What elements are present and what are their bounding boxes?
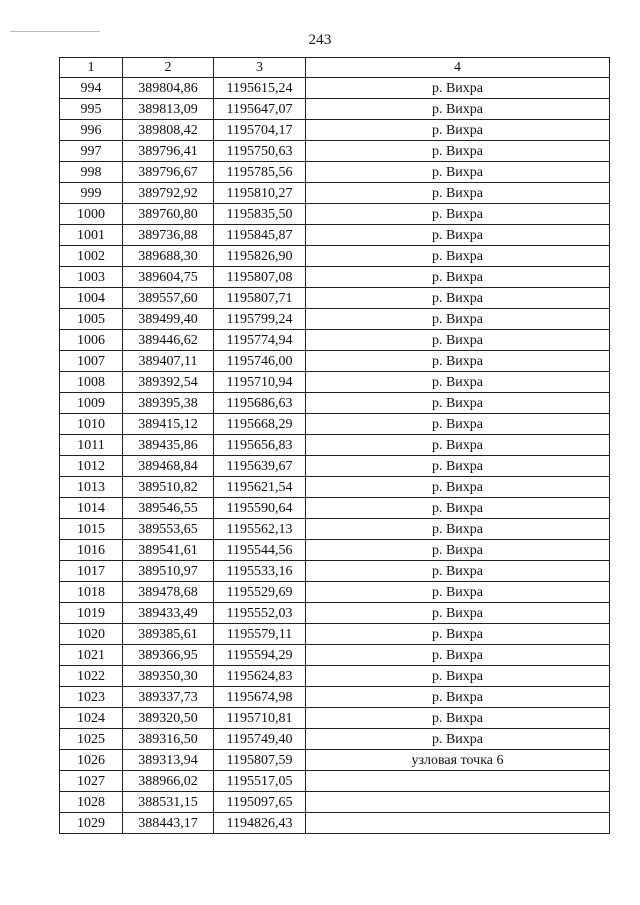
x-coordinate-cell: 389415,12: [123, 414, 214, 435]
description-cell: р. Вихра: [306, 414, 610, 435]
description-cell: р. Вихра: [306, 624, 610, 645]
description-cell: [306, 771, 610, 792]
y-coordinate-cell: 1195686,63: [214, 393, 306, 414]
point-number-cell: 1019: [60, 603, 123, 624]
table-row: [60, 813, 610, 834]
y-coordinate-cell: 1195835,50: [214, 204, 306, 225]
point-number-cell: 998: [60, 162, 123, 183]
table-row: [60, 456, 610, 477]
table-row: [60, 330, 610, 351]
y-coordinate-cell: 1195639,67: [214, 456, 306, 477]
x-coordinate-cell: 389736,88: [123, 225, 214, 246]
table-row: [60, 603, 610, 624]
table-row: [60, 393, 610, 414]
x-coordinate-cell: 389792,92: [123, 183, 214, 204]
y-coordinate-cell: 1195750,63: [214, 141, 306, 162]
y-coordinate-cell: 1195621,54: [214, 477, 306, 498]
table-row: [60, 99, 610, 120]
y-coordinate-cell: 1195845,87: [214, 225, 306, 246]
point-number-cell: 1010: [60, 414, 123, 435]
description-cell: р. Вихра: [306, 99, 610, 120]
y-coordinate-cell: 1195749,40: [214, 729, 306, 750]
x-coordinate-cell: 389392,54: [123, 372, 214, 393]
table-row: [60, 414, 610, 435]
x-coordinate-cell: 389320,50: [123, 708, 214, 729]
header-col-2: 2: [123, 58, 214, 78]
x-coordinate-cell: 389604,75: [123, 267, 214, 288]
point-number-cell: 997: [60, 141, 123, 162]
description-cell: р. Вихра: [306, 540, 610, 561]
table-row: [60, 708, 610, 729]
point-number-cell: 1014: [60, 498, 123, 519]
y-coordinate-cell: 1195704,17: [214, 120, 306, 141]
table-row: [60, 351, 610, 372]
point-number-cell: 1022: [60, 666, 123, 687]
x-coordinate-cell: 389468,84: [123, 456, 214, 477]
y-coordinate-cell: 1195807,59: [214, 750, 306, 771]
description-cell: р. Вихра: [306, 78, 610, 99]
description-cell: р. Вихра: [306, 519, 610, 540]
x-coordinate-cell: 388443,17: [123, 813, 214, 834]
description-cell: р. Вихра: [306, 561, 610, 582]
table-row: [60, 792, 610, 813]
description-cell: р. Вихра: [306, 351, 610, 372]
table-row: [60, 645, 610, 666]
point-number-cell: 1007: [60, 351, 123, 372]
x-coordinate-cell: 388531,15: [123, 792, 214, 813]
x-coordinate-cell: 389796,41: [123, 141, 214, 162]
table-row: [60, 288, 610, 309]
point-number-cell: 1018: [60, 582, 123, 603]
y-coordinate-cell: 1195533,16: [214, 561, 306, 582]
y-coordinate-cell: 1195807,71: [214, 288, 306, 309]
point-number-cell: 1027: [60, 771, 123, 792]
table-row: [60, 204, 610, 225]
table-row: [60, 498, 610, 519]
point-number-cell: 1002: [60, 246, 123, 267]
header-col-3: 3: [214, 58, 306, 78]
point-number-cell: 1000: [60, 204, 123, 225]
table-row: [60, 78, 610, 99]
x-coordinate-cell: 389688,30: [123, 246, 214, 267]
y-coordinate-cell: 1195529,69: [214, 582, 306, 603]
y-coordinate-cell: 1195594,29: [214, 645, 306, 666]
description-cell: р. Вихра: [306, 729, 610, 750]
point-number-cell: 1020: [60, 624, 123, 645]
x-coordinate-cell: 389808,42: [123, 120, 214, 141]
y-coordinate-cell: 1195810,27: [214, 183, 306, 204]
description-cell: р. Вихра: [306, 435, 610, 456]
description-cell: р. Вихра: [306, 225, 610, 246]
description-cell: р. Вихра: [306, 393, 610, 414]
table-row: [60, 540, 610, 561]
description-cell: р. Вихра: [306, 162, 610, 183]
table-row: [60, 750, 610, 771]
y-coordinate-cell: 1195517,05: [214, 771, 306, 792]
point-number-cell: 1008: [60, 372, 123, 393]
y-coordinate-cell: 1195590,64: [214, 498, 306, 519]
x-coordinate-cell: 389510,97: [123, 561, 214, 582]
page-number: 243: [308, 32, 332, 48]
description-cell: р. Вихра: [306, 183, 610, 204]
y-coordinate-cell: 1195097,65: [214, 792, 306, 813]
table-row: [60, 519, 610, 540]
description-cell: [306, 792, 610, 813]
table-row: [60, 561, 610, 582]
table-row: [60, 372, 610, 393]
description-cell: р. Вихра: [306, 582, 610, 603]
point-number-cell: 1012: [60, 456, 123, 477]
point-number-cell: 1001: [60, 225, 123, 246]
description-cell: р. Вихра: [306, 477, 610, 498]
description-cell: р. Вихра: [306, 246, 610, 267]
point-number-cell: 1011: [60, 435, 123, 456]
point-number-cell: 1029: [60, 813, 123, 834]
y-coordinate-cell: 1195785,56: [214, 162, 306, 183]
description-cell: р. Вихра: [306, 666, 610, 687]
description-cell: р. Вихра: [306, 603, 610, 624]
x-coordinate-cell: 389407,11: [123, 351, 214, 372]
x-coordinate-cell: 389557,60: [123, 288, 214, 309]
x-coordinate-cell: 389433,49: [123, 603, 214, 624]
y-coordinate-cell: 1195624,83: [214, 666, 306, 687]
table-header-row: [60, 58, 610, 78]
table-row: [60, 120, 610, 141]
x-coordinate-cell: 389395,38: [123, 393, 214, 414]
y-coordinate-cell: 1195799,24: [214, 309, 306, 330]
x-coordinate-cell: 389499,40: [123, 309, 214, 330]
x-coordinate-cell: 389385,61: [123, 624, 214, 645]
description-cell: р. Вихра: [306, 456, 610, 477]
description-cell: р. Вихра: [306, 708, 610, 729]
point-number-cell: 1015: [60, 519, 123, 540]
description-cell: р. Вихра: [306, 204, 610, 225]
point-number-cell: 1023: [60, 687, 123, 708]
x-coordinate-cell: 389350,30: [123, 666, 214, 687]
description-cell: р. Вихра: [306, 288, 610, 309]
description-cell: р. Вихра: [306, 330, 610, 351]
table-row: [60, 624, 610, 645]
table-row: [60, 267, 610, 288]
point-number-cell: 1013: [60, 477, 123, 498]
point-number-cell: 995: [60, 99, 123, 120]
table-row: [60, 771, 610, 792]
point-number-cell: 1003: [60, 267, 123, 288]
table-row: [60, 582, 610, 603]
description-cell: р. Вихра: [306, 645, 610, 666]
x-coordinate-cell: 389337,73: [123, 687, 214, 708]
y-coordinate-cell: 1195615,24: [214, 78, 306, 99]
point-number-cell: 1005: [60, 309, 123, 330]
point-number-cell: 1006: [60, 330, 123, 351]
y-coordinate-cell: 1195668,29: [214, 414, 306, 435]
x-coordinate-cell: 389796,67: [123, 162, 214, 183]
y-coordinate-cell: 1195774,94: [214, 330, 306, 351]
x-coordinate-cell: 389546,55: [123, 498, 214, 519]
point-number-cell: 1017: [60, 561, 123, 582]
y-coordinate-cell: 1195807,08: [214, 267, 306, 288]
table-row: [60, 162, 610, 183]
x-coordinate-cell: 389446,62: [123, 330, 214, 351]
header-col-1: 1: [60, 58, 123, 78]
table-row: [60, 246, 610, 267]
x-coordinate-cell: 389435,86: [123, 435, 214, 456]
description-cell: р. Вихра: [306, 372, 610, 393]
point-number-cell: 1004: [60, 288, 123, 309]
table-row: [60, 141, 610, 162]
point-number-cell: 1016: [60, 540, 123, 561]
description-cell: р. Вихра: [306, 687, 610, 708]
point-number-cell: 1025: [60, 729, 123, 750]
table-row: [60, 309, 610, 330]
point-number-cell: 1009: [60, 393, 123, 414]
x-coordinate-cell: 389478,68: [123, 582, 214, 603]
description-cell: узловая точка 6: [306, 750, 610, 771]
x-coordinate-cell: 389813,09: [123, 99, 214, 120]
description-cell: р. Вихра: [306, 141, 610, 162]
coordinates-table: [59, 57, 610, 834]
x-coordinate-cell: 389316,50: [123, 729, 214, 750]
header-col-4: 4: [306, 58, 610, 78]
y-coordinate-cell: 1195562,13: [214, 519, 306, 540]
x-coordinate-cell: 388966,02: [123, 771, 214, 792]
x-coordinate-cell: 389510,82: [123, 477, 214, 498]
point-number-cell: 1026: [60, 750, 123, 771]
point-number-cell: 996: [60, 120, 123, 141]
x-coordinate-cell: 389366,95: [123, 645, 214, 666]
table-row: [60, 687, 610, 708]
table-row: [60, 435, 610, 456]
y-coordinate-cell: 1195579,11: [214, 624, 306, 645]
table-row: [60, 666, 610, 687]
y-coordinate-cell: 1195647,07: [214, 99, 306, 120]
y-coordinate-cell: 1195710,94: [214, 372, 306, 393]
y-coordinate-cell: 1195710,81: [214, 708, 306, 729]
point-number-cell: 1024: [60, 708, 123, 729]
description-cell: р. Вихра: [306, 498, 610, 519]
y-coordinate-cell: 1195552,03: [214, 603, 306, 624]
y-coordinate-cell: 1195826,90: [214, 246, 306, 267]
table-row: [60, 477, 610, 498]
description-cell: р. Вихра: [306, 309, 610, 330]
y-coordinate-cell: 1195746,00: [214, 351, 306, 372]
x-coordinate-cell: 389804,86: [123, 78, 214, 99]
table-body: [60, 78, 610, 834]
y-coordinate-cell: 1195674,98: [214, 687, 306, 708]
table-row: [60, 225, 610, 246]
y-coordinate-cell: 1195544,56: [214, 540, 306, 561]
y-coordinate-cell: 1194826,43: [214, 813, 306, 834]
point-number-cell: 1021: [60, 645, 123, 666]
x-coordinate-cell: 389541,61: [123, 540, 214, 561]
table-row: [60, 729, 610, 750]
x-coordinate-cell: 389760,80: [123, 204, 214, 225]
description-cell: р. Вихра: [306, 267, 610, 288]
description-cell: р. Вихра: [306, 120, 610, 141]
x-coordinate-cell: 389553,65: [123, 519, 214, 540]
x-coordinate-cell: 389313,94: [123, 750, 214, 771]
table-row: [60, 183, 610, 204]
point-number-cell: 999: [60, 183, 123, 204]
description-cell: [306, 813, 610, 834]
point-number-cell: 1028: [60, 792, 123, 813]
y-coordinate-cell: 1195656,83: [214, 435, 306, 456]
point-number-cell: 994: [60, 78, 123, 99]
